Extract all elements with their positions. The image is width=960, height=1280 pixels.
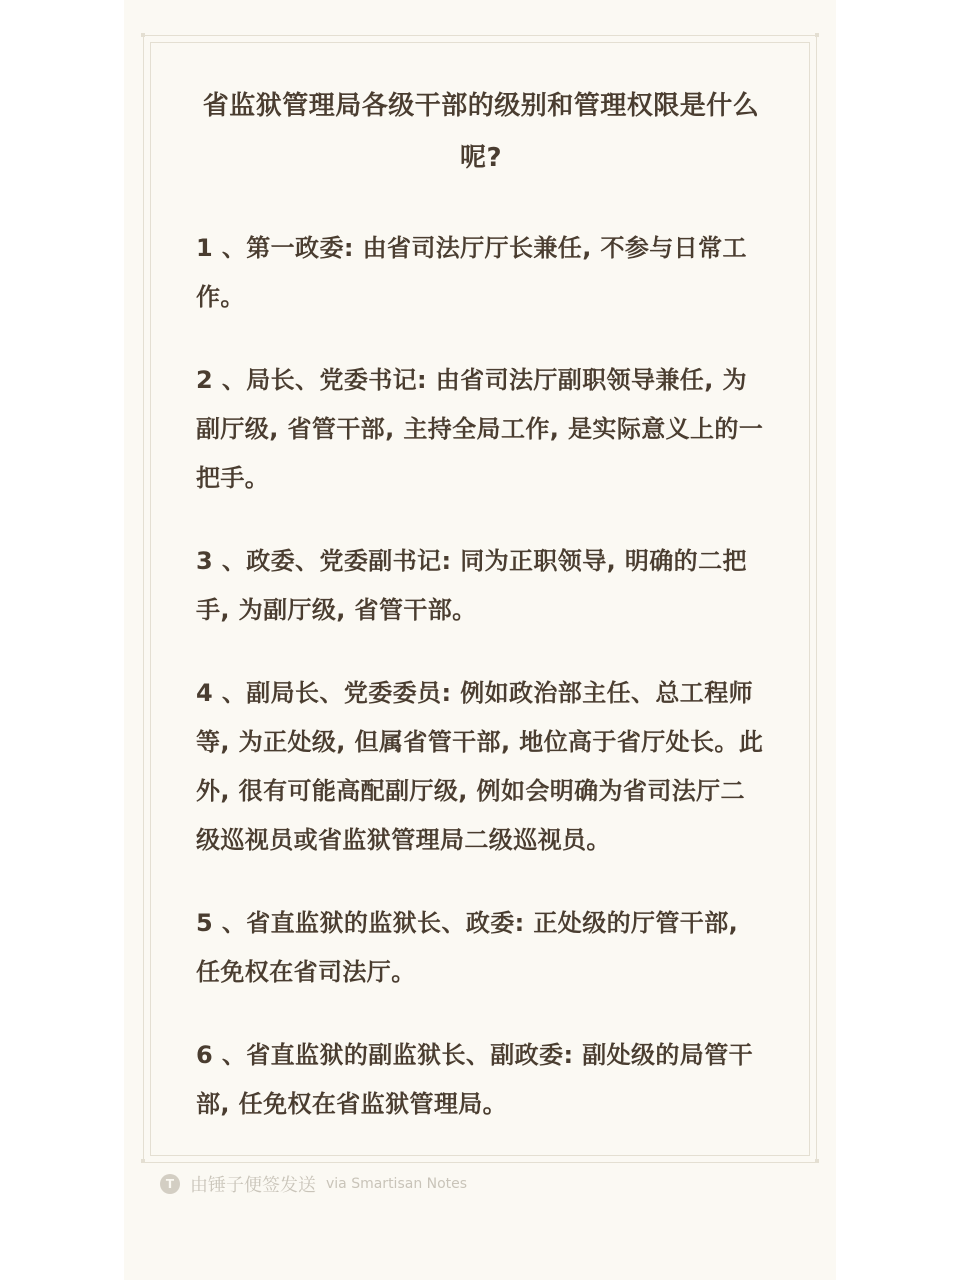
list-item: 5 、省直监狱的监狱长、政委: 正处级的厅管干部, 任免权在省司法厅。: [196, 909, 739, 986]
app-signature-footer: [160, 1172, 467, 1196]
list-item: 1 、第一政委: 由省司法厅厅长兼任, 不参与日常工作。: [196, 234, 747, 311]
smartisan-notes-icon: T: [160, 1174, 180, 1194]
corner-ornament-top-right: [815, 33, 819, 37]
note-items: [196, 224, 766, 1129]
footer-text-cn: 由锤子便签发送: [190, 1175, 316, 1196]
list-item: 4 、副局长、党委委员: 例如政治部主任、总工程师等, 为正处级, 但属省管干部, 地位高于省厅处长。此外, 很有可能高配副厅级, 例如会明确为省司法厅二级巡视员或省监狱管理局二级巡视员。: [196, 679, 764, 854]
corner-ornament-bottom-right: [815, 1159, 819, 1163]
list-item: 3 、政委、党委副书记: 同为正职领导, 明确的二把手, 为副厅级, 省管干部。: [196, 547, 747, 624]
corner-ornament-bottom-left: [141, 1159, 145, 1163]
corner-ornament-top-left: [141, 33, 145, 37]
note-title: 省监狱管理局各级干部的级别和管理权限是什么呢?: [202, 91, 760, 173]
list-item: 6 、省直监狱的副监狱长、副政委: 副处级的局管干部, 任免权在省监狱管理局。: [196, 1041, 754, 1118]
note-content: [196, 80, 766, 1163]
footer-text-en: via Smartisan Notes: [326, 1176, 468, 1192]
list-item: 2 、局长、党委书记: 由省司法厅副职领导兼任, 为副厅级, 省管干部, 主持全局工作, 是实际意义上的一把手。: [196, 366, 764, 492]
